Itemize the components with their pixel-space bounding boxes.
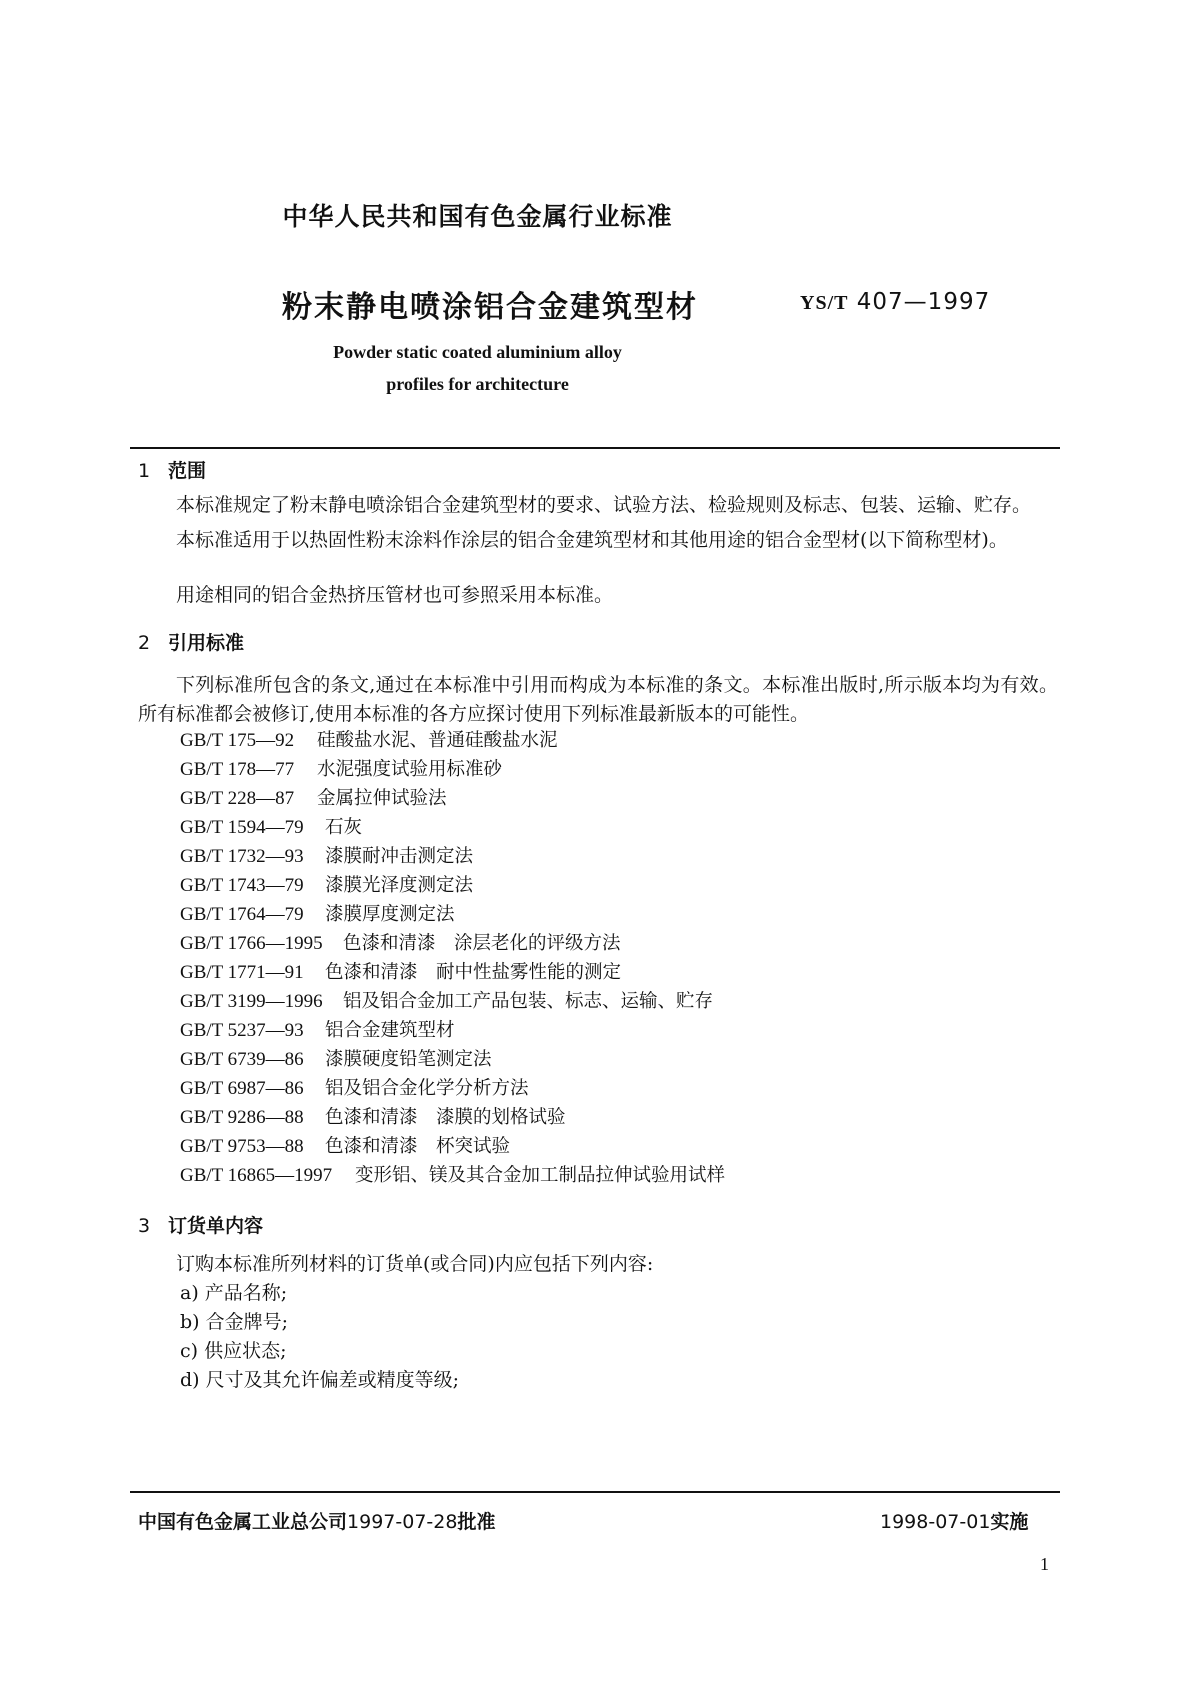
- order-item: c) 供应状态;: [180, 1340, 287, 1362]
- approval-line: [138, 1507, 495, 1534]
- section-1-heading: [138, 456, 206, 483]
- reference-title: 色漆和清漆 漆膜的划格试验: [325, 1107, 566, 1128]
- reference-title: 铝及铝合金加工产品包装、标志、运输、贮存: [343, 991, 714, 1012]
- reference-code: GB/T 228—87: [180, 788, 295, 809]
- section-1-paragraph-1: 本标准规定了粉末静电喷涂铝合金建筑型材的要求、试验方法、检验规则及标志、包装、运输、贮存。: [176, 494, 1032, 516]
- section-number: 3: [138, 1215, 151, 1237]
- header-divider: [130, 447, 1060, 449]
- reference-row: [180, 760, 502, 780]
- order-item: a) 产品名称;: [180, 1282, 288, 1304]
- section-1-paragraph-3: 用途相同的铝合金热挤压管材也可参照采用本标准。: [176, 584, 614, 606]
- reference-row: [180, 818, 362, 838]
- reference-row: [180, 963, 621, 983]
- reference-row: [180, 1079, 529, 1099]
- reference-row: [180, 731, 558, 751]
- reference-title: 漆膜厚度测定法: [325, 904, 455, 925]
- reference-code: GB/T 178—77: [180, 759, 295, 780]
- reference-code: GB/T 16865—1997: [180, 1165, 333, 1186]
- english-title-line-1: Powder static coated aluminium alloy: [333, 342, 622, 362]
- reference-code: GB/T 6739—86: [180, 1049, 304, 1070]
- issuer: 中国有色金属工业总公司: [138, 1511, 348, 1533]
- reference-title: 漆膜光泽度测定法: [325, 875, 474, 896]
- reference-title: 硅酸盐水泥、普通硅酸盐水泥: [317, 730, 558, 751]
- reference-code: GB/T 6987—86: [180, 1078, 304, 1099]
- reference-row: [180, 1050, 492, 1070]
- reference-row: [180, 905, 455, 925]
- section-number: 2: [138, 632, 151, 654]
- reference-row: [180, 1108, 566, 1128]
- reference-code: GB/T 1732—93: [180, 846, 304, 867]
- section-3-heading: [138, 1211, 263, 1238]
- reference-code: GB/T 1764—79: [180, 904, 304, 925]
- reference-code: GB/T 1771—91: [180, 962, 304, 983]
- reference-title: 铝合金建筑型材: [325, 1020, 455, 1041]
- reference-row: [180, 1166, 725, 1186]
- reference-title: 色漆和清漆 杯突试验: [325, 1136, 511, 1157]
- reference-row: [180, 934, 621, 954]
- reference-title: 漆膜硬度铅笔测定法: [325, 1049, 492, 1070]
- reference-row: [180, 1021, 455, 1041]
- section-number: 1: [138, 460, 151, 482]
- order-item: d) 尺寸及其允许偏差或精度等级;: [180, 1369, 460, 1391]
- reference-title: 变形铝、镁及其合金加工制品拉伸试验用试样: [355, 1165, 726, 1186]
- effective-date: 1998-07-01: [880, 1511, 991, 1533]
- document-title: 粉末静电喷涂铝合金建筑型材: [282, 290, 698, 325]
- reference-code: GB/T 5237—93: [180, 1020, 304, 1041]
- reference-row: [180, 789, 447, 809]
- reference-code: GB/T 1743—79: [180, 875, 304, 896]
- english-title-line-2: profiles for architecture: [386, 374, 569, 394]
- reference-title: 色漆和清漆 耐中性盐雾性能的测定: [325, 962, 622, 983]
- standard-code: 407—1997: [856, 289, 991, 315]
- reference-code: GB/T 1594—79: [180, 817, 304, 838]
- effective-line: [880, 1507, 1028, 1534]
- section-3-intro: 订购本标准所列材料的订货单(或合同)内应包括下列内容:: [176, 1253, 654, 1275]
- reference-row: [180, 847, 473, 867]
- reference-row: [180, 876, 473, 896]
- order-item: b) 合金牌号;: [180, 1311, 289, 1333]
- reference-title: 铝及铝合金化学分析方法: [325, 1078, 529, 1099]
- reference-row: [180, 992, 713, 1012]
- section-title: 范围: [168, 460, 207, 482]
- standard-number: [800, 289, 990, 315]
- footer-divider: [130, 1491, 1060, 1493]
- reference-row: [180, 1137, 510, 1157]
- reference-code: GB/T 175—92: [180, 730, 295, 751]
- section-title: 订货单内容: [168, 1215, 264, 1237]
- standard-prefix: YS/T: [800, 292, 849, 314]
- section-title: 引用标准: [168, 632, 245, 654]
- section-1-paragraph-2: 本标准适用于以热固性粉末涂料作涂层的铝合金建筑型材和其他用途的铝合金型材(以下简称型材)。: [176, 529, 1008, 551]
- section-2-heading: [138, 628, 244, 655]
- reference-code: GB/T 3199—1996: [180, 991, 323, 1012]
- approval-date: 1997-07-28: [347, 1511, 458, 1533]
- reference-code: GB/T 9753—88: [180, 1136, 304, 1157]
- reference-code: GB/T 9286—88: [180, 1107, 304, 1128]
- effective-label: 实施: [990, 1511, 1029, 1533]
- issuing-authority: 中华人民共和国有色金属行业标准: [282, 202, 673, 231]
- page-number: 1: [1040, 1554, 1049, 1574]
- reference-title: 石灰: [325, 817, 363, 838]
- reference-title: 水泥强度试验用标准砂: [317, 759, 503, 780]
- reference-title: 金属拉伸试验法: [317, 788, 447, 809]
- reference-title: 色漆和清漆 涂层老化的评级方法: [343, 933, 621, 954]
- approval-label: 批准: [457, 1511, 496, 1533]
- reference-title: 漆膜耐冲击测定法: [325, 846, 474, 867]
- section-2-intro: 下列标准所包含的条文,通过在本标准中引用而构成为本标准的条文。本标准出版时,所示版本均为有效。所有标准都会被修订,使用本标准的各方应探讨使用下列标准最新版本的可能性。: [138, 674, 1058, 725]
- reference-code: GB/T 1766—1995: [180, 933, 323, 954]
